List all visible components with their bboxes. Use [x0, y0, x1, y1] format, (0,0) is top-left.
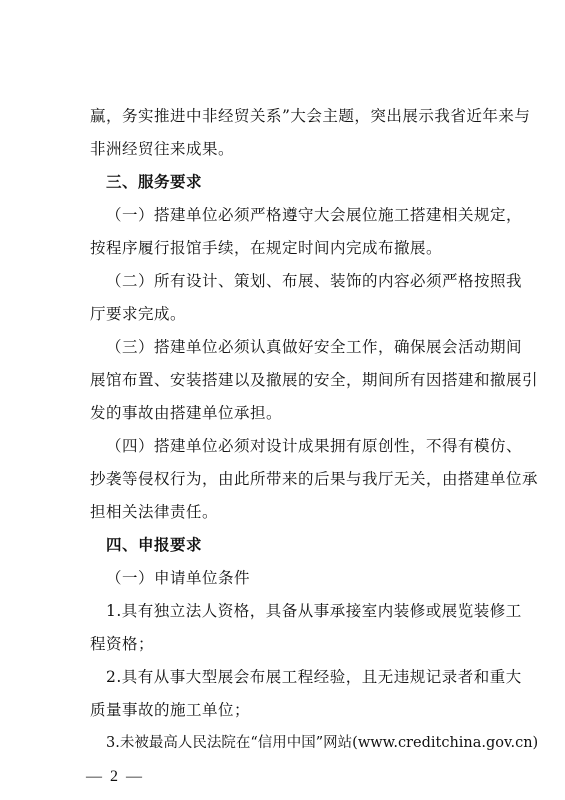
- paragraph-line: 程资格；: [90, 635, 155, 653]
- section-heading: 三、服务要求: [106, 173, 203, 191]
- paragraph-line: （三）搭建单位必须认真做好安全工作，确保展会活动期间: [106, 338, 523, 356]
- paragraph-line: （四）搭建单位必须对设计成果拥有原创性，不得有模仿、: [106, 437, 523, 455]
- paragraph-line: 质量事故的施工单位；: [90, 701, 251, 719]
- paragraph-line: 发的事故由搭建单位承担。: [90, 404, 283, 422]
- section-heading: 四、申报要求: [106, 536, 203, 554]
- paragraph-line: 赢，务实推进中非经贸关系”大会主题，突出展示我省近年来与: [90, 107, 531, 125]
- paragraph-line: 按程序履行报馆手续，在规定时间内完成布撤展。: [90, 239, 443, 257]
- paragraph-line: 1.具有独立法人资格，具备从事承接室内装修或展览装修工: [106, 602, 522, 620]
- paragraph-line: 厅要求完成。: [90, 305, 187, 323]
- paragraph-line: 担相关法律责任。: [90, 503, 219, 521]
- page-number: — 2 —: [86, 768, 144, 785]
- subsection-heading: （一）申请单位条件: [106, 569, 251, 587]
- paragraph-line: 展馆布置、安装搭建以及撤展的安全，期间所有因搭建和撤展引: [90, 371, 539, 389]
- paragraph-line: 2.具有从事大型展会布展工程经验，且无违规记录者和重大: [106, 668, 522, 686]
- paragraph-line: （二）所有设计、策划、布展、装饰的内容必须严格按照我: [106, 272, 523, 290]
- paragraph-line: 抄袭等侵权行为，由此所带来的后果与我厅无关，由搭建单位承: [90, 470, 539, 488]
- paragraph-line: 非洲经贸往来成果。: [90, 140, 235, 158]
- paragraph-line: 3.未被最高人民法院在“信用中国”网站(www.creditchina.gov.cn): [106, 735, 539, 751]
- paragraph-line: （一）搭建单位必须严格遵守大会展位施工搭建相关规定，: [106, 206, 523, 224]
